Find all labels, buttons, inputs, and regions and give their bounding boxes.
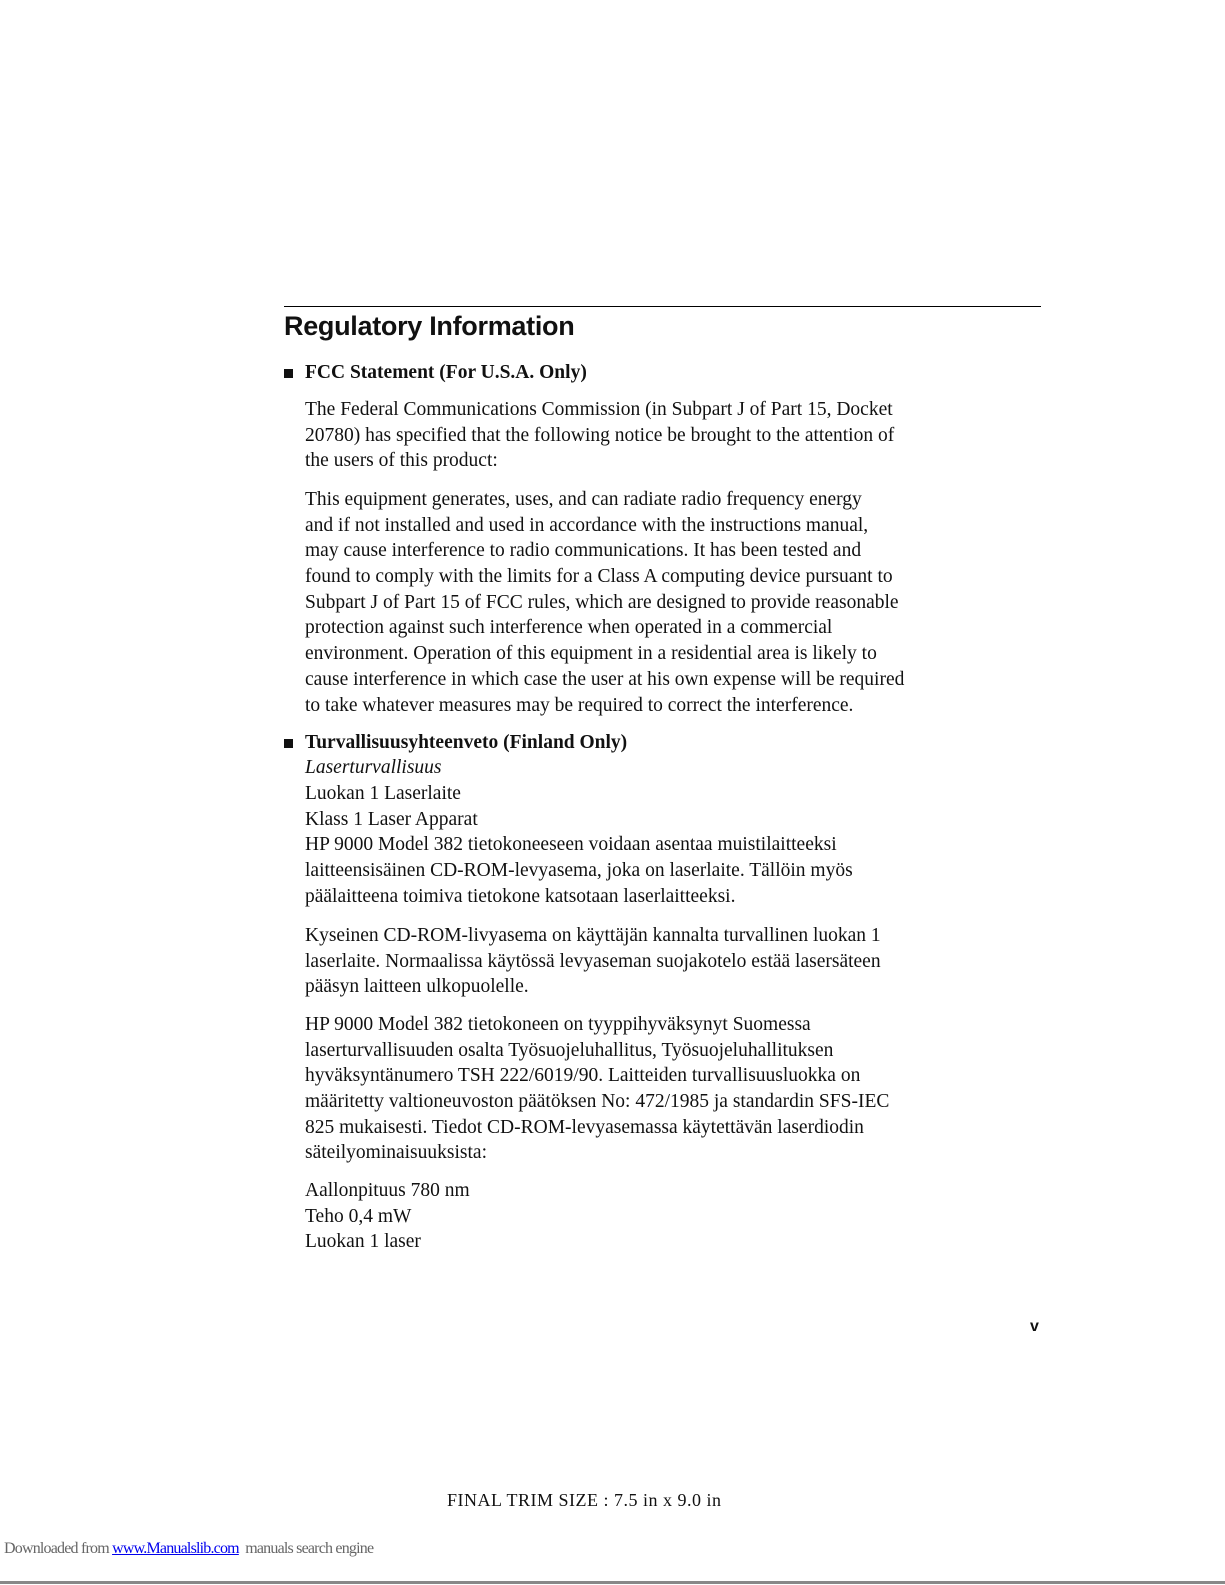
text-line: protection against such interference when operated in a commercial (305, 617, 833, 639)
fcc-notice (305, 487, 904, 718)
fcc-intro (305, 397, 894, 474)
text-line: may cause interference to radio communications. It has been tested and (305, 540, 862, 562)
manualslib-link[interactable]: www.Manualslib.com (112, 1540, 239, 1557)
text-line: Luokan 1 laser (305, 1231, 421, 1253)
text-line: cause interference in which case the user at his own expense will be required (305, 668, 905, 690)
finland-heading: Turvallisuusyhteenveto (Finland Only) (305, 732, 628, 753)
text-line: HP 9000 Model 382 tietokoneeseen voidaan asentaa muistilaitteeksi (305, 834, 837, 856)
finland-specs (305, 1178, 470, 1255)
section-rule (284, 306, 1041, 307)
fcc-heading: FCC Statement (For U.S.A. Only) (305, 362, 587, 383)
text-line: 825 mukaisesti. Tiedot CD-ROM-levyasemassa käytettävän laserdiodin (305, 1116, 864, 1138)
page-title: Regulatory Information (284, 311, 575, 341)
trim-size-note: FINAL TRIM SIZE : 7.5 in x 9.0 in (447, 1490, 722, 1510)
footer-prefix: Downloaded from (4, 1540, 113, 1557)
finland-paragraph-3 (305, 1012, 889, 1166)
text-line: Subpart J of Part 15 of FCC rules, which are designed to provide reasonable (305, 591, 899, 613)
text-line: to take whatever measures may be required to correct the interference. (305, 694, 854, 716)
text-line: This equipment generates, uses, and can radiate radio frequency energy (305, 489, 862, 510)
text-line: Aallonpituus 780 nm (305, 1180, 470, 1201)
text-line: säteilyominaisuuksista: (305, 1142, 487, 1164)
text-line: päälaitteena toimiva tietokone katsotaan laserlaitteeksi. (305, 885, 736, 907)
footer-suffix: manuals search engine (238, 1540, 374, 1557)
text-line: 20780) has specified that the following notice be brought to the attention of (305, 424, 895, 446)
text-line: Teho 0,4 mW (305, 1205, 412, 1227)
finland-subheading: Laserturvallisuus (305, 757, 442, 778)
bullet-icon (284, 369, 293, 378)
text-line: hyväksyntänumero TSH 222/6019/90. Laitteiden turvallisuusluokka on (305, 1065, 861, 1087)
bullet-icon (284, 739, 293, 748)
page-number: v (1030, 1318, 1039, 1335)
text-line: environment. Operation of this equipment in a residential area is likely to (305, 643, 877, 665)
finland-lines (305, 781, 853, 909)
text-line: Luokan 1 Laserlaite (305, 783, 461, 804)
text-line: found to comply with the limits for a Class A computing device pursuant to (305, 566, 893, 588)
text-line: laserlaite. Normaalissa käytössä levyaseman suojakotelo estää lasersäteen (305, 950, 881, 972)
text-line: the users of this product: (305, 450, 498, 472)
text-line: HP 9000 Model 382 tietokoneen on tyyppihyväksynyt Suomessa (305, 1014, 811, 1035)
finland-paragraph-2 (305, 923, 881, 1000)
text-line: laserturvallisuuden osalta Työsuojeluhallitus, Työsuojeluhallituksen (305, 1039, 834, 1061)
text-line: määritetty valtioneuvoston päätöksen No: 472/1985 ja standardin SFS-IEC (305, 1091, 890, 1113)
text-line: and if not installed and used in accordance with the instructions manual, (305, 514, 869, 536)
text-line: laitteensisäinen CD-ROM-levyasema, joka on laserlaite. Tällöin myös (305, 860, 853, 882)
download-footer (4, 1540, 373, 1558)
text-line: The Federal Communications Commission (in Subpart J of Part 15, Docket (305, 399, 893, 420)
footer-divider (0, 1581, 1225, 1584)
text-line: Klass 1 Laser Apparat (305, 808, 478, 830)
text-line: Kyseinen CD-ROM-livyasema on käyttäjän kannalta turvallinen luokan 1 (305, 925, 881, 946)
text-line: pääsyn laitteen ulkopuolelle. (305, 976, 529, 998)
